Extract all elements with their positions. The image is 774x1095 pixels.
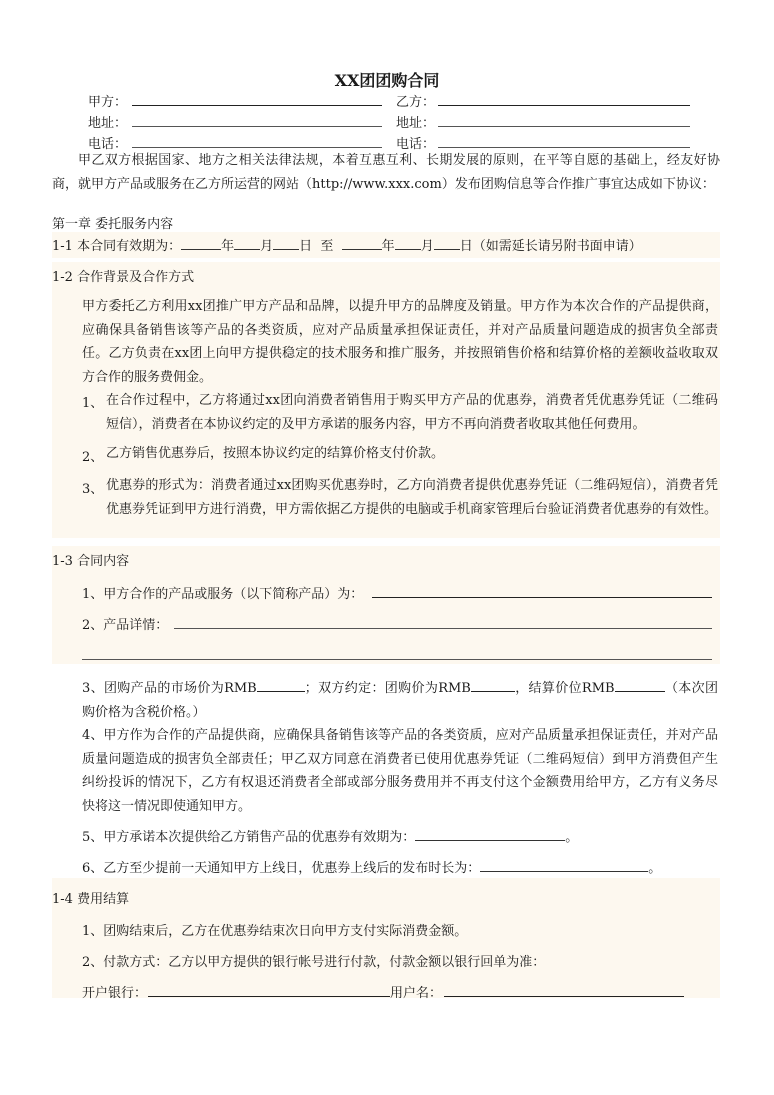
party-b-field[interactable]	[438, 105, 690, 106]
section-1-2-item-3-number: 3、	[82, 482, 104, 497]
market-price-field[interactable]	[257, 678, 305, 692]
month-label: 月	[260, 239, 274, 254]
party-b-address-label: 地址：	[396, 116, 436, 131]
section-1-2-item-2-number: 2、	[82, 450, 104, 465]
section-1-3-band	[52, 546, 720, 664]
coupon-validity-field[interactable]	[415, 827, 565, 841]
to-label: 至	[320, 239, 334, 254]
party-b-phone-label: 电话：	[396, 137, 436, 152]
section-1-2-paragraph: 甲方委托乙方利用xx团推广甲方产品和品牌，以提升甲方的品牌度及销量。甲方作为本次合作的产品提供商，应确保具备销售该等产品的各类资质，应对产品质量承担保证责任，并对产品质量问题造成的损害负全部责任。乙方负责在xx团上向甲方提供稳定的技术服务和推广服务，并按照销售价格和结算价格的差额收益收取双方合作的服务费佣金。	[82, 299, 718, 385]
end-month-field[interactable]	[395, 236, 421, 250]
end-day-label: 日	[459, 239, 473, 254]
group-price-field[interactable]	[471, 678, 515, 692]
account-name-field[interactable]	[444, 996, 684, 997]
settlement-item-2: 2、付款方式：乙方以甲方提供的银行帐号进行付款，付款金额以银行回单为准：	[82, 955, 546, 970]
price-paragraph	[82, 677, 718, 724]
section-1-2-item-1-number: 1、	[82, 396, 104, 411]
start-month-field[interactable]	[234, 236, 260, 250]
start-day-field[interactable]	[273, 236, 299, 250]
release-duration-line	[82, 857, 661, 876]
contract-title: XX团团购合同	[334, 71, 440, 90]
end-month-label: 月	[420, 239, 434, 254]
party-a-phone-label: 电话：	[88, 137, 128, 152]
section-1-2-item-2: 乙方销售优惠券后，按照本协议约定的结算价格支付价款。	[106, 446, 445, 461]
party-b-address-field[interactable]	[438, 126, 690, 127]
section-1-2-item-3: 优惠券的形式为：消费者通过xx团购买优惠券时，乙方向消费者提供优惠券凭证（二维码短信），消费者凭优惠券凭证到甲方进行消费，甲方需依据乙方提供的电脑或手机商家管理后台验证消费者优惠券的有效性。	[106, 478, 718, 517]
release-duration-label: 6、乙方至少提前一天通知甲方上线日，优惠券上线后的发布时长为：	[82, 861, 481, 876]
account-name-label: 用户名：	[390, 986, 443, 1001]
section-1-1-term	[52, 235, 642, 254]
day-label: 日	[299, 239, 313, 254]
release-duration-end: 。	[648, 861, 662, 876]
party-a-address-label: 地址：	[88, 116, 128, 131]
product-service-label: 1、甲方合作的产品或服务（以下简称产品）为：	[82, 587, 364, 602]
start-year-field[interactable]	[181, 236, 221, 250]
section-1-3-item-4: 4、甲方作为合作的产品提供商，应确保具备销售该等产品的各类资质，应对产品质量承担保证责任，并对产品质量问题造成的损害负全部责任；甲乙双方同意在消费者已使用优惠券凭证（二维码短信）到甲方消费但产生纠纷投诉的情况下，乙方有权退还消费者全部或部分服务费用并不再支付这个金额费用给甲方，乙方有义务尽快将这一情况即使通知甲方。	[82, 728, 718, 814]
section-1-2-item-1: 在合作过程中，乙方将通过xx团向消费者销售用于购买甲方产品的优惠券，消费者凭优惠券凭证（二维码短信），消费者在本协议约定的及甲方承诺的服务内容，甲方不再向消费者收取其他任何费用。	[106, 393, 718, 432]
section-1-4-heading: 1-4 费用结算	[52, 892, 130, 907]
settlement-item-1: 1、团购结束后，乙方在优惠券结束次日向甲方支付实际消费金额。	[82, 924, 468, 939]
product-detail-field[interactable]	[174, 628, 712, 629]
product-service-field[interactable]	[372, 597, 712, 598]
party-a-label: 甲方：	[88, 95, 128, 110]
party-b-label: 乙方：	[396, 95, 436, 110]
term-label: 1-1 本合同有效期为：	[52, 239, 182, 254]
extension-note: （如需延长请另附书面申请）	[472, 239, 642, 254]
coupon-validity-line	[82, 826, 578, 845]
section-1-3-heading: 1-3 合同内容	[52, 554, 130, 569]
group-price-label: ；双方约定：团购价为RMB	[304, 681, 471, 696]
end-day-field[interactable]	[434, 236, 460, 250]
market-price-label: 3、团购产品的市场价为RMB	[82, 681, 257, 696]
party-a-address-field[interactable]	[132, 126, 382, 127]
product-detail-label: 2、产品详情：	[82, 618, 169, 633]
party-a-field[interactable]	[132, 105, 382, 106]
release-duration-field[interactable]	[480, 858, 648, 872]
product-detail-field-2[interactable]	[82, 659, 712, 660]
section-1-2-heading: 1-2 合作背景及合作方式	[52, 270, 195, 285]
year-label: 年	[221, 239, 235, 254]
settlement-price-label: ，结算价位RMB	[514, 681, 615, 696]
coupon-validity-label: 5、甲方承诺本次提供给乙方销售产品的优惠券有效期为：	[82, 830, 416, 845]
bank-field[interactable]	[148, 996, 390, 997]
bank-label: 开户银行：	[82, 986, 148, 1001]
end-year-field[interactable]	[342, 236, 382, 250]
settlement-price-field[interactable]	[615, 678, 665, 692]
party-b-phone-field[interactable]	[438, 147, 690, 148]
chapter-heading: 第一章 委托服务内容	[52, 217, 174, 232]
coupon-validity-end: 。	[565, 830, 579, 845]
intro-paragraph: 甲乙双方根据国家、地方之相关法律法规，本着互惠互利、长期发展的原则，在平等自愿的基础上，经友好协商，就甲方产品或服务在乙方所运营的网站（http://www.xxx.com）发布团购信息等合作推广事宜达成如下协议：	[52, 153, 720, 192]
end-year-label: 年	[381, 239, 395, 254]
tax-note: （本次团购价格为含税价格。）	[82, 681, 718, 720]
party-a-phone-field[interactable]	[132, 147, 382, 148]
